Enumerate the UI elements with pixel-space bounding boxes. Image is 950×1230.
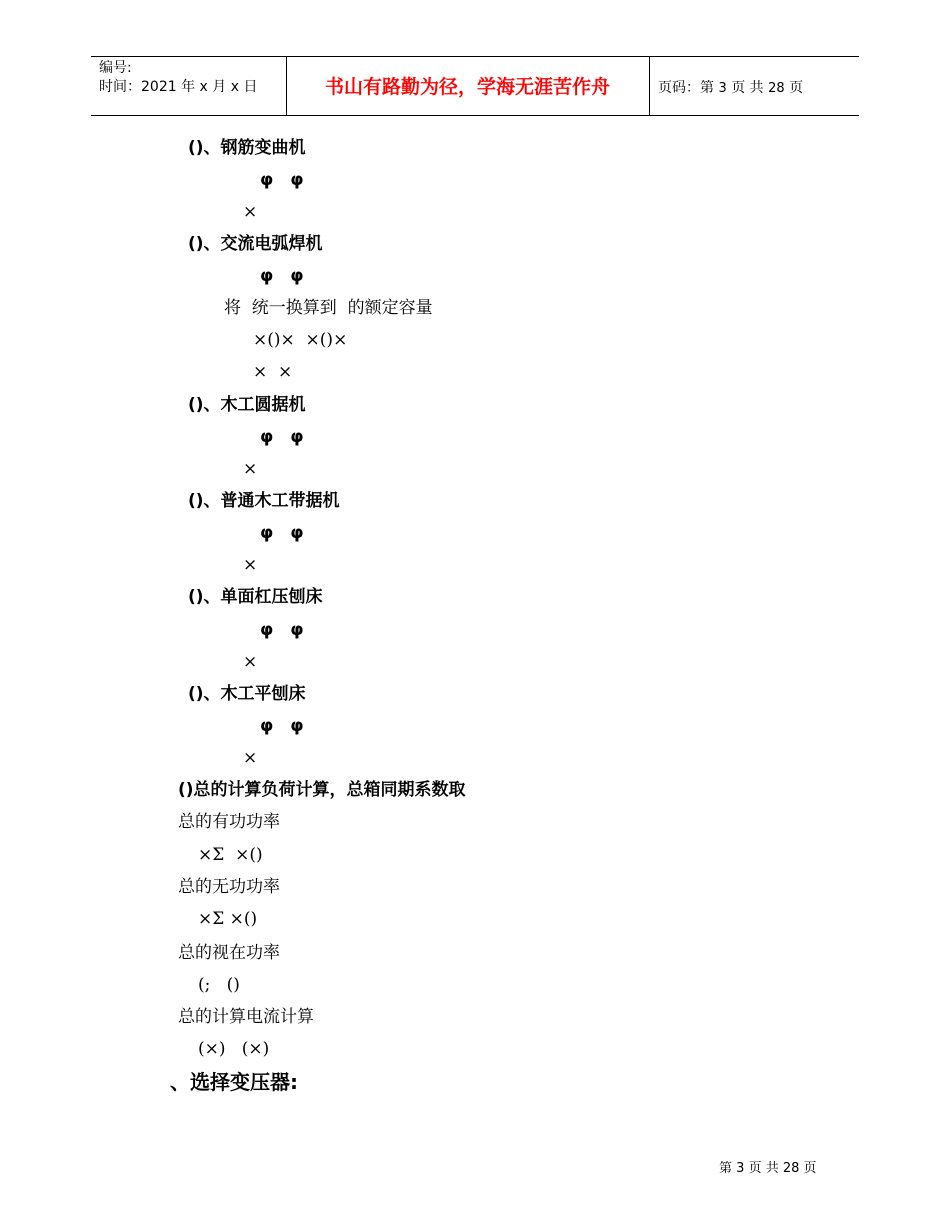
header-bottom-rule: [91, 115, 859, 116]
formula-line: ×()× ×()×: [253, 330, 348, 350]
footer-page-number: [719, 1157, 817, 1176]
text-line: 总的视在功率: [178, 943, 280, 963]
formula-line: φ φ: [260, 266, 304, 286]
formula-line: (×) (×): [198, 1039, 270, 1059]
formula-line: × ×: [253, 362, 293, 382]
item-heading-arc-welder: ()、交流电弧焊机: [188, 234, 323, 254]
formula-line: ×: [243, 652, 258, 672]
formula-line: ×: [243, 459, 258, 479]
item-heading-planer: ()、单面杠压刨床: [188, 587, 323, 607]
formula-line: ×: [243, 555, 258, 575]
text-line: 总的无功功率: [178, 877, 280, 897]
item-heading-circular-saw: ()、木工圆据机: [188, 395, 306, 415]
formula-line: ×: [243, 748, 258, 768]
time-label: 时间：2021 年 x 月 x 日: [99, 79, 258, 95]
page-total: 28: [768, 81, 785, 96]
formula-line: φ φ: [260, 716, 304, 736]
header-divider-right: [649, 56, 650, 115]
formula-line: ×Σ ×(): [198, 909, 258, 929]
formula-line: φ φ: [260, 427, 304, 447]
footer-total: 28: [782, 1161, 800, 1176]
footer-suffix: 页: [803, 1161, 817, 1176]
header-motto: 书山有路勤为径，学海无涯苦作舟: [324, 76, 610, 98]
item-heading-band-saw: ()、普通木工带据机: [188, 491, 340, 511]
formula-line: φ φ: [260, 523, 304, 543]
section-heading-transformer: 、选择变压器:: [170, 1070, 298, 1094]
section-heading-total-load: ()总的计算负荷计算，总箱同期系数取: [178, 780, 466, 800]
page-mid: 页 共: [731, 80, 764, 96]
header-page-number: [658, 77, 803, 97]
formula-line: φ φ: [260, 620, 304, 640]
number-label: 编号:: [99, 60, 132, 76]
formula-line: φ φ: [260, 170, 304, 190]
formula-line: ×Σ ×(): [198, 845, 263, 865]
formula-line: ×: [243, 202, 258, 222]
footer-current: 3: [736, 1161, 745, 1176]
footer-prefix: 第: [719, 1161, 733, 1176]
footer-mid: 页 共: [748, 1161, 779, 1176]
page-suffix: 页: [789, 80, 804, 96]
header-meta: [99, 59, 257, 97]
text-line: 将 统一换算到 的额定容量: [224, 298, 433, 318]
page-current: 3: [718, 81, 727, 96]
page-prefix: 页码：第: [658, 80, 714, 96]
text-line: 总的计算电流计算: [178, 1007, 314, 1027]
item-heading-surface-planer: ()、木工平刨床: [188, 684, 306, 704]
text-line: 总的有功功率: [178, 812, 280, 832]
item-heading-rebar-bender: ()、钢筋变曲机: [188, 138, 306, 158]
formula-line: (; (): [198, 975, 240, 995]
